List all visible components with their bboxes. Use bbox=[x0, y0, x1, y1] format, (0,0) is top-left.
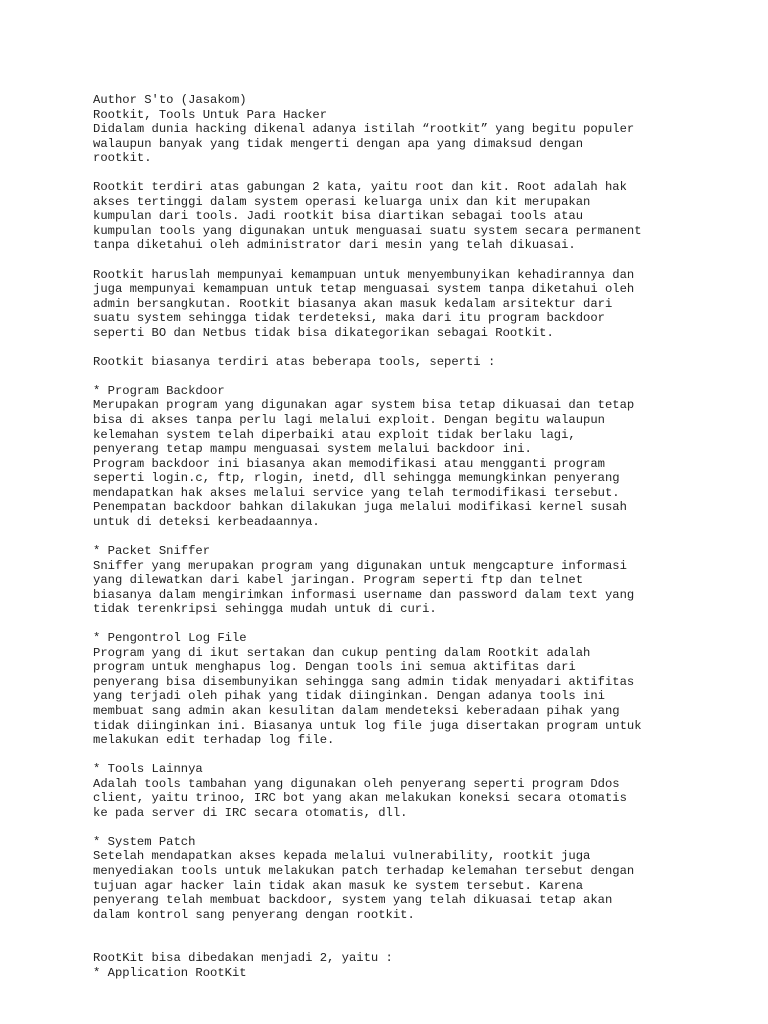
text-line: kumpulan dari tools. Jadi rootkit bisa diartikan sebagai tools atau bbox=[93, 209, 584, 224]
text-line bbox=[93, 340, 733, 355]
text-line: * System Patch bbox=[93, 834, 196, 849]
text-line: Program backdoor ini biasanya akan memodifikasi atau mengganti program bbox=[93, 456, 605, 471]
text-line: * Program Backdoor bbox=[93, 383, 225, 398]
text-line: suatu system sehingga tidak terdeteksi, maka dari itu program backdoor bbox=[93, 311, 605, 326]
text-line: Penempatan backdoor bahkan dilakukan juga melalui modifikasi kernel susah bbox=[93, 500, 627, 515]
text-line bbox=[93, 937, 733, 952]
text-line: * Pengontrol Log File bbox=[93, 631, 247, 646]
text-line: bisa di akses tanpa perlu lagi melalui exploit. Dengan begitu walaupun bbox=[93, 413, 605, 428]
text-line: dalam kontrol sang penyerang dengan rootkit. bbox=[93, 907, 415, 922]
text-line: melakukan edit terhadap log file. bbox=[93, 733, 335, 748]
text-line: yang dilewatkan dari kabel jaringan. Program seperti ftp dan telnet bbox=[93, 573, 584, 588]
text-line: program untuk menghapus log. Dengan tools ini semua aktifitas dari bbox=[93, 660, 576, 675]
text-line: kumpulan tools yang digunakan untuk menguasai suatu system secara permanent bbox=[93, 223, 642, 238]
text-line bbox=[93, 166, 733, 181]
text-line: Rootkit terdiri atas gabungan 2 kata, yaitu root dan kit. Root adalah hak bbox=[93, 180, 627, 195]
text-line: mendapatkan hak akses melalui service yang telah termodifikasi tersebut. bbox=[93, 485, 620, 500]
text-line: Rootkit, Tools Untuk Para Hacker bbox=[93, 107, 328, 122]
text-line: juga mempunyai kemampuan untuk tetap menguasai system tanpa diketahui oleh bbox=[93, 282, 635, 297]
text-line: kelemahan system telah diperbaiki atau exploit tidak berlaku lagi, bbox=[93, 427, 576, 442]
text-line: seperti login.c, ftp, rlogin, inetd, dll sehingga memungkinkan penyerang bbox=[93, 471, 620, 486]
text-line bbox=[93, 529, 733, 544]
text-line: Sniffer yang merupakan program yang digunakan untuk mengcapture informasi bbox=[93, 558, 627, 573]
text-line: Author S'to (Jasakom) bbox=[93, 93, 247, 107]
text-line bbox=[93, 253, 733, 268]
text-line: admin bersangkutan. Rootkit biasanya akan masuk kedalam arsitektur dari bbox=[93, 296, 613, 311]
document-body bbox=[93, 93, 733, 980]
text-line: RootKit bisa dibedakan menjadi 2, yaitu : bbox=[93, 951, 393, 966]
text-line: tidak terenkripsi sehingga mudah untuk di curi. bbox=[93, 602, 437, 617]
text-line: Didalam dunia hacking dikenal adanya istilah “rootkit” yang begitu populer bbox=[93, 122, 635, 137]
text-line: * Packet Sniffer bbox=[93, 543, 211, 558]
text-line: yang terjadi oleh pihak yang tidak diinginkan. Dengan adanya tools ini bbox=[93, 689, 605, 704]
text-line: penyerang bisa disembunyikan sehingga sang admin tidak menyadari aktifitas bbox=[93, 674, 635, 689]
text-line: rootkit. bbox=[93, 151, 152, 166]
text-line: ke pada server di IRC secara otomatis, dll. bbox=[93, 805, 408, 820]
text-line: tidak diinginkan ini. Biasanya untuk log file juga disertakan program untuk bbox=[93, 718, 642, 733]
text-line: biasanya dalam mengirimkan informasi username dan password dalam text yang bbox=[93, 587, 635, 602]
text-line: tanpa diketahui oleh administrator dari mesin yang telah dikuasai. bbox=[93, 238, 576, 253]
text-line: Setelah mendapatkan akses kepada melalui vulnerability, rootkit juga bbox=[93, 849, 591, 864]
text-line: * Application RootKit bbox=[93, 965, 247, 980]
text-line: Merupakan program yang digunakan agar system bisa tetap dikuasai dan tetap bbox=[93, 398, 635, 413]
text-line: akses tertinggi dalam system operasi keluarga unix dan kit merupakan bbox=[93, 194, 591, 209]
text-line: seperti BO dan Netbus tidak bisa dikategorikan sebagai Rootkit. bbox=[93, 325, 554, 340]
text-line bbox=[93, 820, 733, 835]
text-line bbox=[93, 369, 733, 384]
text-line: * Tools Lainnya bbox=[93, 762, 203, 777]
text-line bbox=[93, 748, 733, 763]
text-line: Rootkit haruslah mempunyai kemampuan untuk menyembunyikan kehadirannya dan bbox=[93, 267, 635, 282]
text-line: Adalah tools tambahan yang digunakan oleh penyerang seperti program Ddos bbox=[93, 776, 620, 791]
text-line: Rootkit biasanya terdiri atas beberapa tools, seperti : bbox=[93, 354, 496, 369]
text-line bbox=[93, 617, 733, 632]
text-line: client, yaitu trinoo, IRC bot yang akan melakukan koneksi secara otomatis bbox=[93, 791, 627, 806]
text-line: untuk di deteksi kerbeadaannya. bbox=[93, 514, 320, 529]
text-line: penyerang telah membuat backdoor, system yang telah dikuasai tetap akan bbox=[93, 893, 613, 908]
text-line: walaupun banyak yang tidak mengerti dengan apa yang dimaksud dengan bbox=[93, 136, 584, 151]
text-line bbox=[93, 922, 733, 937]
text-line: membuat sang admin akan kesulitan dalam mendeteksi keberadaan pihak yang bbox=[93, 703, 620, 718]
text-line: penyerang tetap mampu menguasai system melalui backdoor ini. bbox=[93, 442, 532, 457]
text-line: Program yang di ikut sertakan dan cukup penting dalam Rootkit adalah bbox=[93, 645, 591, 660]
text-line: menyediakan tools untuk melakukan patch terhadap kelemahan tersebut dengan bbox=[93, 863, 635, 878]
text-line: tujuan agar hacker lain tidak akan masuk ke system tersebut. Karena bbox=[93, 878, 584, 893]
